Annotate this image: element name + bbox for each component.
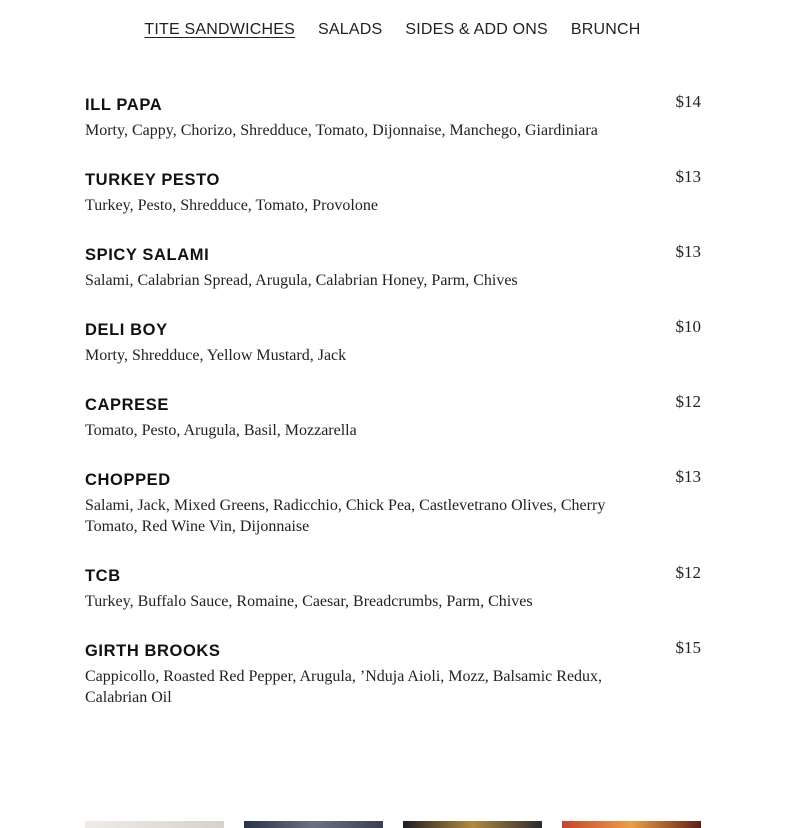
menu-item-price: $14	[675, 92, 701, 111]
menu-item	[85, 469, 701, 537]
gallery-photo[interactable]	[562, 821, 701, 828]
menu-item	[85, 565, 701, 612]
tab-sides-add-ons[interactable]: SIDES & ADD ONS	[405, 21, 548, 38]
menu-item	[85, 394, 701, 441]
menu-item-name: GIRTH BROOKS	[85, 642, 221, 660]
menu-item	[85, 640, 701, 708]
menu-item-name: SPICY SALAMI	[85, 246, 210, 264]
menu-item-description: Salami, Calabrian Spread, Arugula, Calabrian Honey, Parm, Chives	[85, 272, 518, 289]
menu-item-name: TCB	[85, 567, 121, 585]
menu-item-description: Turkey, Pesto, Shredduce, Tomato, Provolone	[85, 197, 378, 214]
gallery-photo[interactable]	[403, 821, 542, 828]
menu-item-price: $13	[675, 167, 701, 186]
menu-item-price: $13	[675, 467, 701, 486]
tab-tite-sandwiches[interactable]: TITE SANDWICHES	[144, 21, 295, 38]
menu-item	[85, 94, 701, 141]
tab-brunch[interactable]: BRUNCH	[570, 21, 641, 38]
menu-item-description: Salami, Jack, Mixed Greens, Radicchio, Chick Pea, Castlevetrano Olives, Cherry Tomato, Red Wine Vin, Dijonnaise	[85, 497, 606, 535]
menu-item-description: Cappicollo, Roasted Red Pepper, Arugula, ’Nduja Aioli, Mozz, Balsamic Redux, Calabrian Oil	[85, 668, 603, 706]
menu-item-list	[85, 94, 701, 736]
gallery-photo[interactable]	[244, 821, 383, 828]
menu-item-name: DELI BOY	[85, 321, 168, 339]
menu-item-name: CHOPPED	[85, 471, 171, 489]
menu-item-description: Morty, Cappy, Chorizo, Shredduce, Tomato, Dijonnaise, Manchego, Giardiniara	[85, 122, 598, 139]
menu-item-description: Morty, Shredduce, Yellow Mustard, Jack	[85, 347, 347, 364]
menu-item-price: $12	[675, 563, 701, 582]
menu-item-price: $12	[675, 392, 701, 411]
gallery-photo[interactable]	[85, 821, 224, 828]
photo-gallery	[85, 821, 701, 828]
menu-item-description: Tomato, Pesto, Arugula, Basil, Mozzarella	[85, 422, 357, 439]
menu-item-name: TURKEY PESTO	[85, 171, 220, 189]
tab-salads[interactable]: SALADS	[317, 21, 383, 38]
menu-item	[85, 319, 701, 366]
menu-item	[85, 244, 701, 291]
menu-item-name: CAPRESE	[85, 396, 169, 414]
menu-category-tabs	[0, 18, 785, 42]
menu-item-price: $13	[675, 242, 701, 261]
menu-item	[85, 169, 701, 216]
menu-item-price: $15	[675, 638, 701, 657]
menu-item-description: Turkey, Buffalo Sauce, Romaine, Caesar, Breadcrumbs, Parm, Chives	[85, 593, 533, 610]
menu-item-name: ILL PAPA	[85, 96, 163, 114]
menu-item-price: $10	[675, 317, 701, 336]
